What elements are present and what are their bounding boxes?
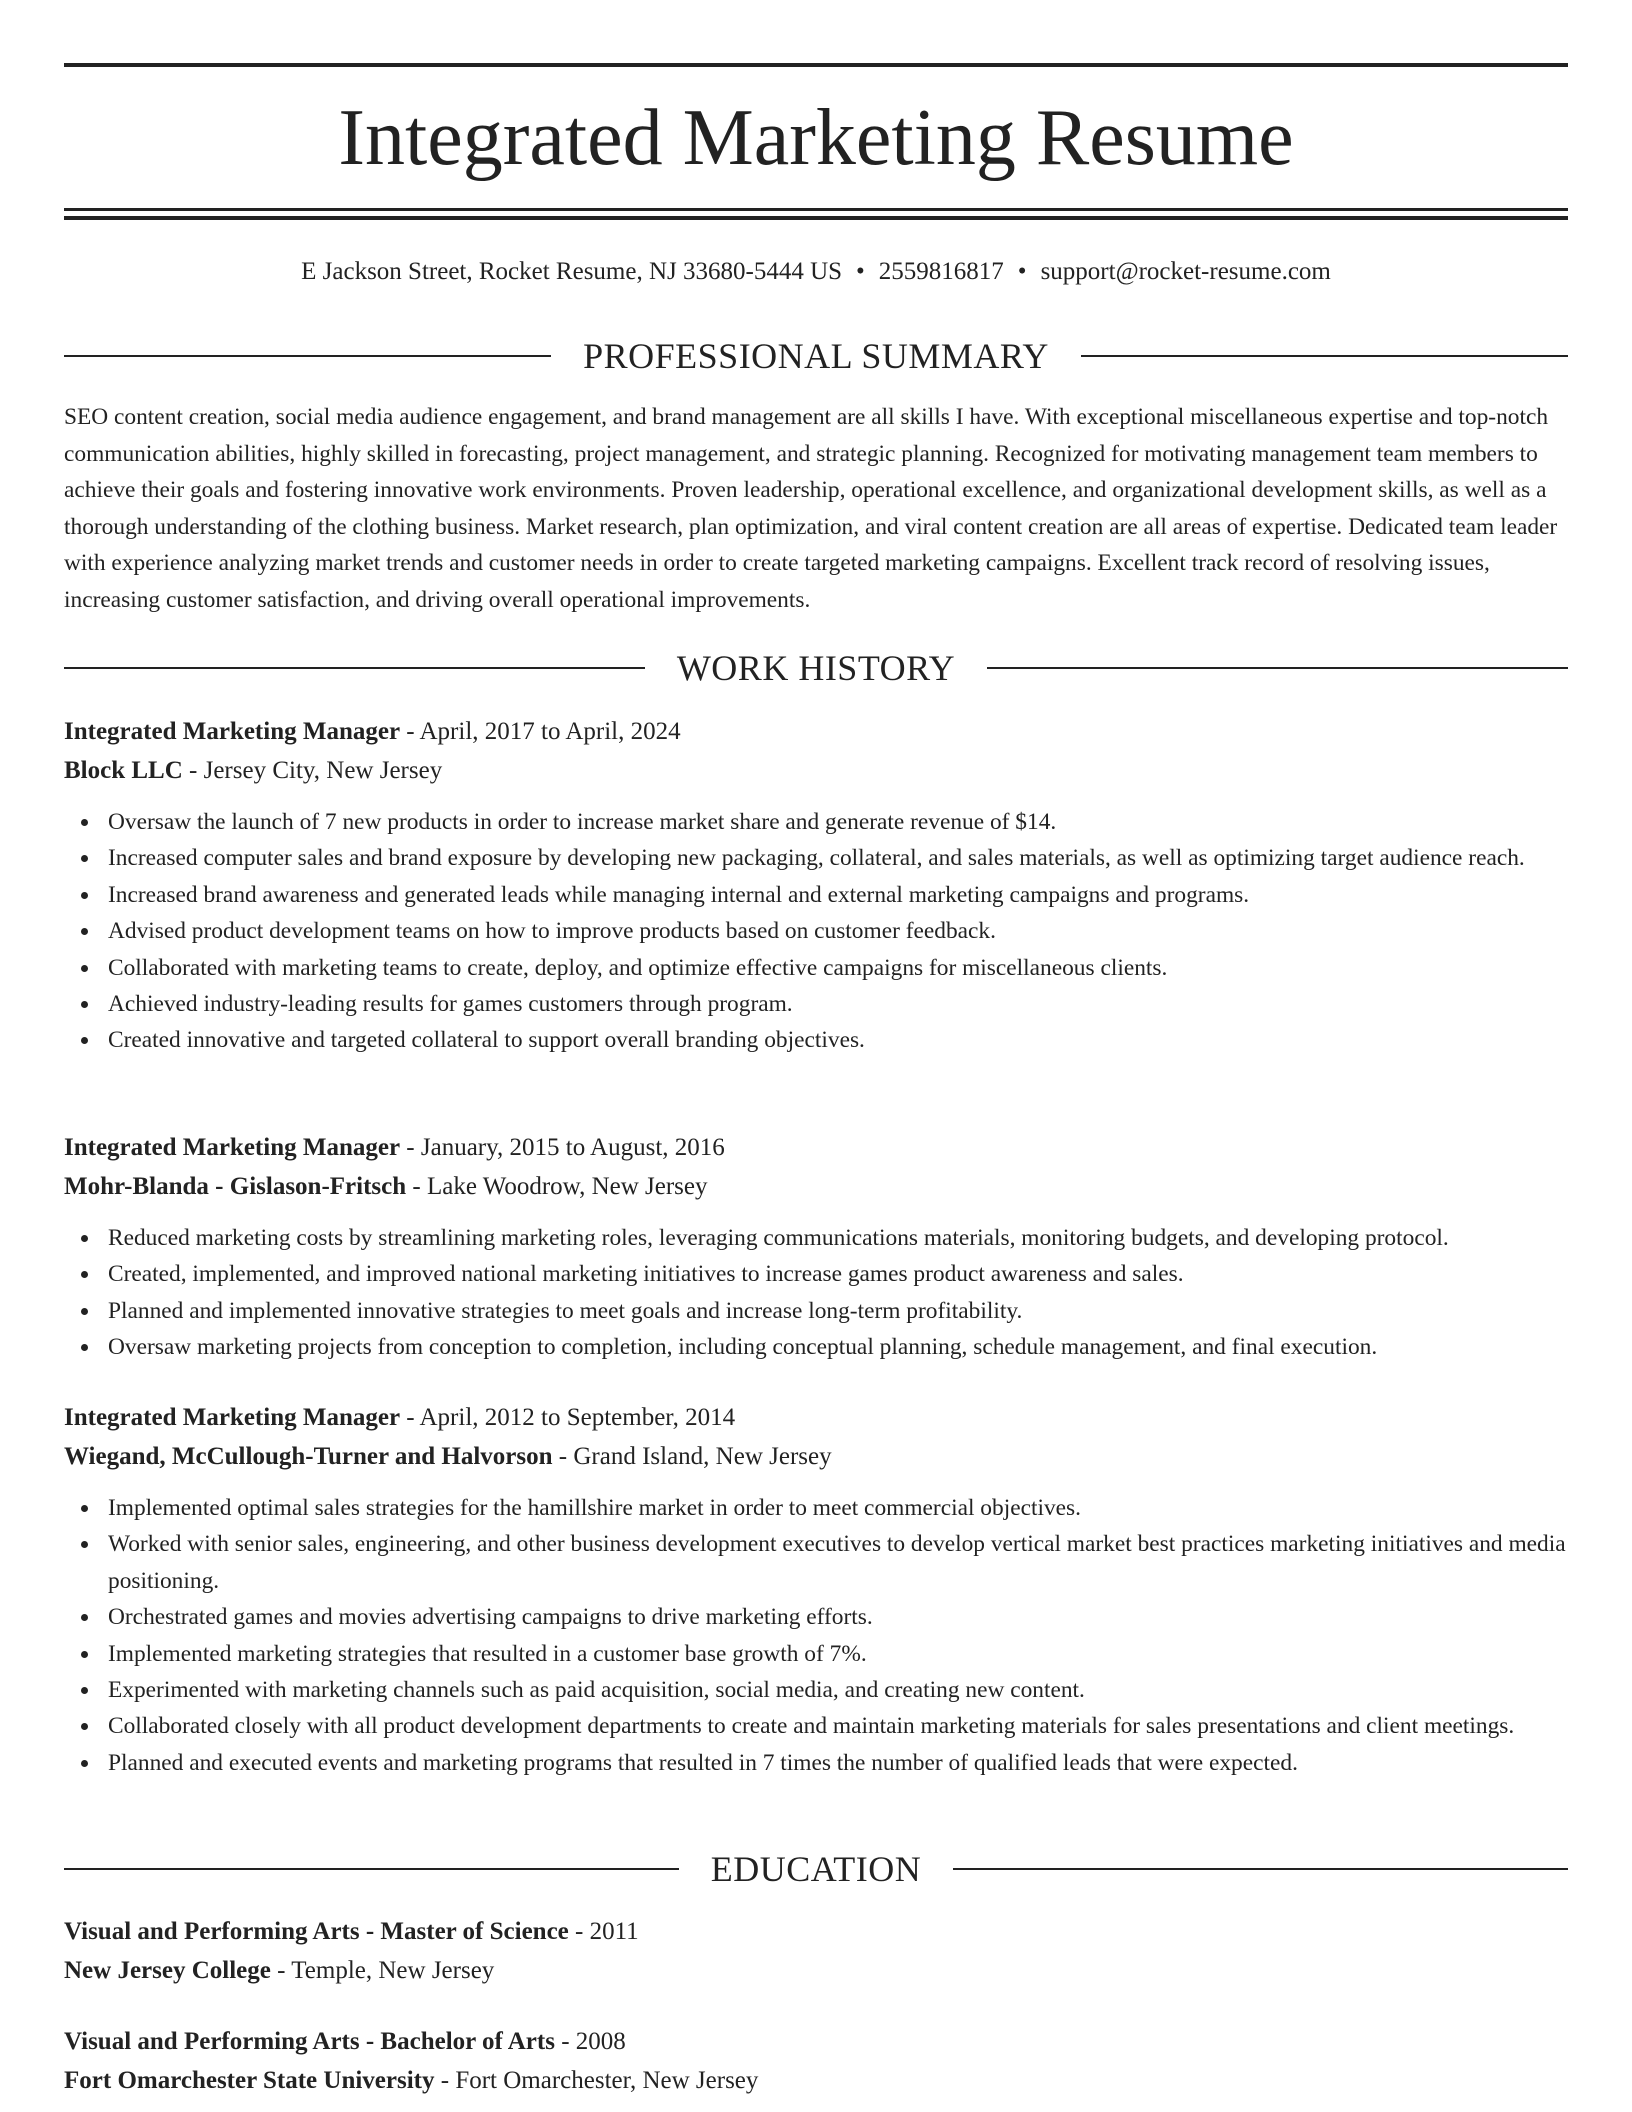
bullet-text: Increased brand awareness and generated leads while managing internal and external marketing campaigns and programs. (108, 881, 1250, 908)
bullet-text: Advised product development teams on how to improve products based on customer feedback. (108, 918, 996, 945)
degree-line (64, 2022, 1568, 2061)
job-title-line (64, 712, 1568, 751)
bullet-dot (81, 1541, 88, 1548)
section-heading-work-history (64, 645, 1568, 691)
school: Fort Omarchester State University (64, 2067, 435, 2094)
bullet-text: Implemented optimal sales strategies for the hamillshire market in order to meet commercial objectives. (108, 1495, 1081, 1521)
bullet-item (64, 877, 1568, 913)
school: New Jersey College (64, 1957, 271, 1984)
job-company: Mohr-Blanda - Gislason-Fritsch (64, 1173, 407, 1200)
degree-year: - 2011 (568, 1918, 639, 1945)
contact-address: E Jackson Street, Rocket Resume, NJ 33680-5444 US (301, 258, 843, 285)
bullet-item (64, 840, 1568, 876)
bullet-dot (81, 1001, 88, 1008)
contact-separator: • (1017, 258, 1027, 285)
job-location: - Lake Woodrow, New Jersey (406, 1173, 708, 1200)
bullet-dot (81, 819, 88, 826)
bullet-dot (81, 1760, 88, 1767)
job-dates: - January, 2015 to August, 2016 (400, 1134, 725, 1161)
job-company-line (64, 751, 1568, 790)
job-dates: - April, 2017 to April, 2024 (400, 718, 681, 745)
bullet-item (64, 950, 1568, 986)
job-title-line (64, 1398, 1568, 1437)
degree: Visual and Performing Arts - Bachelor of Arts (64, 2028, 555, 2055)
resume-title: Integrated Marketing Resume (338, 94, 1294, 182)
bullet-item (64, 1708, 1568, 1744)
contact-separator: • (856, 258, 865, 285)
heading-rule-left (64, 1868, 679, 1870)
bullet-text: Reduced marketing costs by streamlining marketing roles, leveraging communications materials, monitoring budgets, and developing protocol. (108, 1225, 1449, 1251)
job-entry (64, 1398, 1568, 1781)
school-location: - Temple, New Jersey (270, 1957, 495, 1984)
job-entry (64, 712, 1568, 1059)
job-title: Integrated Marketing Manager (64, 718, 401, 745)
bullet-item (64, 913, 1568, 949)
bullet-dot (81, 1651, 88, 1658)
section-title: WORK HISTORY (676, 648, 956, 688)
bullet-dot (81, 1037, 88, 1044)
bullet-item (64, 1490, 1568, 1526)
bullet-dot (81, 1687, 88, 1694)
bullet-item (64, 1256, 1568, 1292)
section-title: PROFESSIONAL SUMMARY (583, 336, 1049, 376)
contact-email: support@rocket-resume.com (1040, 258, 1331, 285)
bullet-item (64, 1599, 1568, 1635)
job-company-line (64, 1167, 1568, 1206)
job-bullets (64, 804, 1568, 1059)
section-heading-education (64, 1846, 1568, 1892)
job-company-line (64, 1437, 1568, 1476)
bullet-text: Planned and executed events and marketing programs that resulted in 7 times the number of qualified leads that were expected. (108, 1749, 1298, 1776)
bullet-text: Experimented with marketing channels such as paid acquisition, social media, and creating new content. (108, 1677, 1085, 1704)
bullet-text: Worked with senior sales, engineering, and other business development executives to develop vertical market best practices marketing initiatives and media positioning. (108, 1531, 1566, 1594)
bullet-dot (81, 1235, 88, 1242)
bullet-dot (81, 965, 88, 972)
bullet-text: Created, implemented, and improved national marketing initiatives to increase games product awareness and sales. (108, 1261, 1184, 1288)
school-line (64, 1951, 1568, 1990)
bullet-text: Oversaw the launch of 7 new products in order to increase market share and generate revenue of $14. (108, 809, 1057, 835)
bullet-text: Implemented marketing strategies that resulted in a customer base growth of 7%. (108, 1640, 867, 1667)
contact-line (64, 254, 1568, 290)
bullet-item (64, 1329, 1568, 1365)
bullet-text: Oversaw marketing projects from conception to completion, including conceptual planning, schedule management, and final execution. (108, 1334, 1378, 1361)
degree-year: - 2008 (554, 2028, 626, 2055)
bullet-dot (81, 1614, 88, 1621)
bullet-item (64, 1022, 1568, 1058)
school-line (64, 2061, 1568, 2100)
bullet-text: Increased computer sales and brand exposure by developing new packaging, collateral, and sales materials, as well as optimizing target audience reach. (108, 845, 1525, 872)
bullet-item (64, 804, 1568, 840)
contact-phone: 2559816817 (878, 258, 1004, 285)
job-company: Wiegand, McCullough-Turner and Halvorson (64, 1443, 553, 1470)
heading-rule-left (64, 667, 645, 669)
degree: Visual and Performing Arts - Master of Science (64, 1918, 569, 1945)
bullet-item (64, 1220, 1568, 1256)
bullet-dot (81, 892, 88, 899)
bullet-item (64, 1636, 1568, 1672)
bullet-dot (81, 855, 88, 862)
bullet-text: Created innovative and targeted collateral to support overall branding objectives. (108, 1027, 865, 1054)
bullet-dot (81, 928, 88, 935)
section-title: EDUCATION (710, 1849, 922, 1889)
job-location: - Jersey City, New Jersey (182, 757, 443, 784)
heading-rule-left (64, 355, 551, 357)
bullet-dot (81, 1271, 88, 1278)
bullet-text: Collaborated with marketing teams to create, deploy, and optimize effective campaigns for miscellaneous clients. (108, 954, 1168, 981)
job-entry (64, 1128, 1568, 1366)
bullet-dot (81, 1505, 88, 1512)
rule-thick (64, 216, 1568, 220)
bullet-text: Achieved industry-leading results for games customers through program. (108, 991, 793, 1018)
job-dates: - April, 2012 to September, 2014 (400, 1404, 736, 1431)
title-double-rule (64, 208, 1568, 220)
bullet-text: Collaborated closely with all product development departments to create and maintain marketing materials for sales presentations and client meetings. (108, 1713, 1515, 1740)
bullet-item (64, 1293, 1568, 1329)
heading-rule-right (953, 1868, 1568, 1870)
bullet-item (64, 986, 1568, 1022)
bullet-item (64, 1672, 1568, 1708)
job-location: - Grand Island, New Jersey (552, 1443, 832, 1470)
degree-line (64, 1912, 1568, 1951)
job-company: Block LLC (64, 757, 183, 784)
job-title: Integrated Marketing Manager (64, 1134, 401, 1161)
job-bullets (64, 1220, 1568, 1366)
professional-summary: SEO content creation, social media audience engagement, and brand management are all skills I have. With exceptional miscellaneous expertise and top-notch communication abilities, highly skilled in forecasting, project management, and strategic planning. Recognized for motivating management team members to achieve their goals and fostering innovative work environments. Proven leadership, operational excellence, and organizational development skills, as well as a thorough understanding of the clothing business. Market research, plan optimization, and viral content creation are all areas of expertise. Dedicated team leader with experience analyzing market trends and customer needs in order to create targeted marketing campaigns. Excellent track record of resolving issues, increasing customer satisfaction, and driving overall operational improvements. (64, 404, 1558, 613)
education-entry (64, 2022, 1568, 2100)
bullet-dot (81, 1344, 88, 1351)
bullet-dot (81, 1723, 88, 1730)
heading-rule-right (1081, 355, 1568, 357)
bullet-dot (81, 1308, 88, 1315)
heading-rule-right (987, 667, 1568, 669)
school-location: - Fort Omarchester, New Jersey (434, 2067, 759, 2094)
bullet-item (64, 1526, 1568, 1599)
top-rule (64, 63, 1568, 67)
job-title-line (64, 1128, 1568, 1167)
education-entry (64, 1912, 1568, 1990)
bullet-item (64, 1745, 1568, 1781)
job-title: Integrated Marketing Manager (64, 1404, 401, 1431)
section-heading-summary (64, 333, 1568, 379)
bullet-text: Orchestrated games and movies advertising campaigns to drive marketing efforts. (108, 1604, 873, 1631)
bullet-text: Planned and implemented innovative strategies to meet goals and increase long-term profitability. (108, 1297, 1023, 1324)
rule-thin (64, 208, 1568, 211)
job-bullets (64, 1490, 1568, 1781)
